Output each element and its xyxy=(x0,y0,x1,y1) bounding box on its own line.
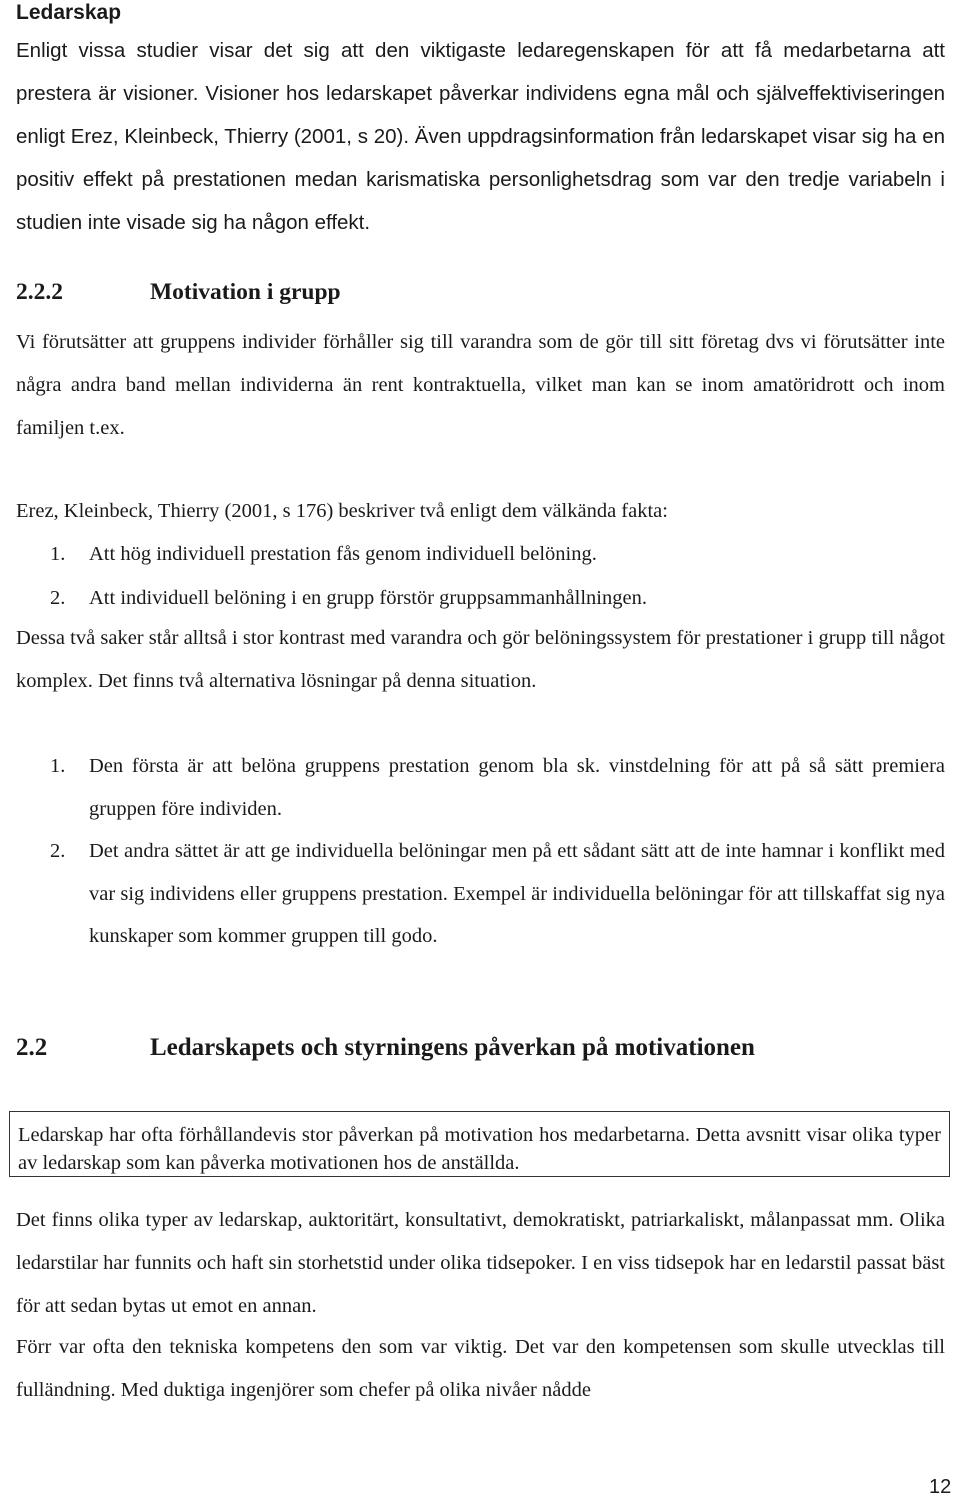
heading-ledarskap: Ledarskap xyxy=(16,1,122,24)
list-text: Den första är att belöna gruppens prestation genom bla sk. vinstdelning för att på så sätt premiera gruppen före individen. xyxy=(89,755,945,820)
facts-list xyxy=(16,532,945,620)
section-title: Ledarskapets och styrningens påverkan på motivationen xyxy=(150,1034,755,1061)
section-heading-motivation-i-grupp xyxy=(16,277,341,307)
section-number: 2.2.2 xyxy=(16,279,63,305)
intro-paragraph: Enligt vissa studier visar det sig att den viktigaste ledaregenskapen för att få medarbetarna att prestera är visioner. Visioner hos ledarskapet påverkar individens egna mål och själveffektiviseringen enligt Erez, Kleinbeck, Thierry (2001, s 20). Även uppdragsinformation från ledarskapet visar sig ha en positiv effekt på prestationen medan karismatiska personlighetsdrag som var den tredje variabeln i studien inte visade sig ha någon effekt. xyxy=(16,39,945,234)
list-item xyxy=(16,576,945,620)
list-text: Att individuell belöning i en grupp förstör gruppsammanhållningen. xyxy=(89,587,647,609)
list-item xyxy=(16,532,945,576)
section-title: Motivation i grupp xyxy=(150,279,341,305)
solutions-list xyxy=(16,745,945,958)
page-number: 12 xyxy=(929,1476,952,1498)
dessa-paragraph: Dessa två saker står alltså i stor kontrast med varandra och gör belöningssystem för prestationer i grupp till något komplex. Det finns två alternativa lösningar på denna situation. xyxy=(16,627,945,692)
summary-text: Ledarskap har ofta förhållandevis stor påverkan på motivation hos medarbetarna. Detta avsnitt visar olika typer av ledarskap som kan påverka motivationen hos de anställda. xyxy=(18,1124,941,1174)
summary-box xyxy=(9,1111,950,1177)
forr-paragraph: Förr var ofta den tekniska kompetens den som var viktig. Det var den kompetensen som skulle utvecklas till fulländning. Med duktiga ingenjörer som chefer på olika nivåer nådde xyxy=(16,1336,945,1401)
list-text: Det andra sättet är att ge individuella belöningar men på ett sådant sätt att de inte hamnar i konflikt med var sig individens eller gruppens prestation. Exempel är individuella belöningar för att tillskaffat sig nya kunskaper som kommer gruppen till godo. xyxy=(89,840,945,947)
list-number: 2. xyxy=(50,840,66,862)
section-number: 2.2 xyxy=(16,1034,48,1061)
list-text: Att hög individuell prestation fås genom individuell belöning. xyxy=(89,543,597,565)
list-number: 1. xyxy=(50,543,66,565)
motivation-paragraph: Vi förutsätter att gruppens individer förhåller sig till varandra som de gör till sitt företag dvs vi förutsätter inte några andra band mellan individerna än rent kontraktuella, vilket man kan se inom amatöridrott och inom familjen t.ex. xyxy=(16,331,945,439)
list-number: 2. xyxy=(50,587,66,609)
types-paragraph: Det finns olika typer av ledarskap, auktoritärt, konsultativt, demokratiskt, patriarkaliskt, målanpassat mm. Olika ledarstilar har funnits och haft sin storhetstid under olika tidsepoker. I en viss tidsepok har en ledarstil passat bäst för att sedan bytas ut emot en annan. xyxy=(16,1209,945,1317)
list-item xyxy=(16,745,945,830)
erez-paragraph: Erez, Kleinbeck, Thierry (2001, s 176) beskriver två enligt dem välkända fakta: xyxy=(16,500,668,522)
section-heading-ledarskapets-paverkan xyxy=(16,1031,755,1065)
list-item xyxy=(16,830,945,958)
list-number: 1. xyxy=(50,755,66,777)
